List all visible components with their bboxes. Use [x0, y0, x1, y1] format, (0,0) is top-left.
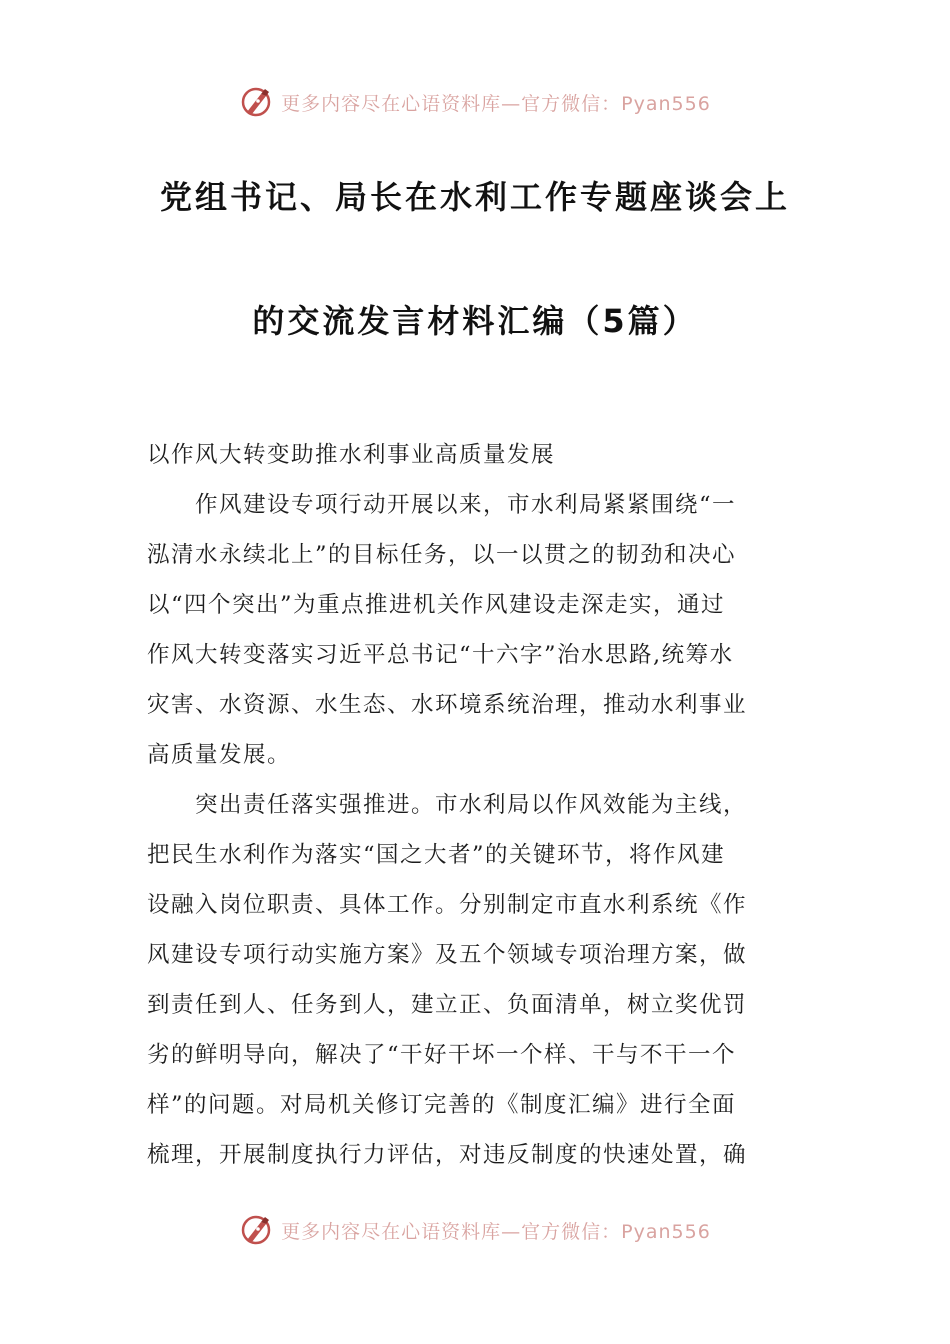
paragraph-1	[147, 480, 807, 780]
watermark-handle-bottom: Pyan556	[621, 1220, 711, 1243]
paragraph-line: 把民生水利作为落实“国之大者”的关键环节，将作风建	[147, 842, 726, 868]
pen-nib-logo-icon	[239, 1212, 275, 1248]
watermark-banner-bottom	[0, 1208, 950, 1252]
watermark-text-bottom: 更多内容尽在心语资料库—官方微信：Pyan556	[281, 1220, 711, 1243]
section-heading: 以作风大转变助推水利事业高质量发展	[147, 442, 556, 468]
paragraph-line: 到责任到人、任务到人，建立正、负面清单，树立奖优罚	[147, 992, 748, 1018]
paragraph-line: 泓清水永续北上”的目标任务，以一以贯之的韧劲和决心	[147, 542, 737, 568]
paragraph-line: 作风大转变落实习近平总书记“十六字”治水思路,统筹水	[147, 642, 734, 668]
paragraph-line: 梳理，开展制度执行力评估，对违反制度的快速处置，确	[147, 1142, 748, 1168]
paragraph-line: 灾害、水资源、水生态、水环境系统治理，推动水利事业	[147, 692, 748, 718]
paragraph-line: 突出责任落实强推进。市水利局以作风效能为主线，	[195, 792, 748, 818]
paragraph-2	[147, 780, 807, 1180]
watermark-banner-top	[0, 80, 950, 124]
document-body	[147, 430, 807, 1180]
paragraph-line: 样”的问题。对局机关修订完善的《制度汇编》进行全面	[147, 1092, 737, 1118]
document-title-line-2: 的交流发言材料汇编（5篇）	[252, 302, 698, 340]
watermark-handle-top: Pyan556	[621, 92, 711, 115]
paragraph-line: 以“四个突出”为重点推进机关作风建设走深走实，通过	[147, 592, 726, 618]
document-title-line-1: 党组书记、局长在水利工作专题座谈会上	[159, 178, 790, 216]
paragraph-line: 劣的鲜明导向，解决了“干好干坏一个样、干与不干一个	[147, 1042, 737, 1068]
watermark-text-top: 更多内容尽在心语资料库—官方微信：Pyan556	[281, 92, 711, 115]
paragraph-line: 高质量发展。	[147, 742, 292, 768]
paragraph-line: 设融入岗位职责、具体工作。分别制定市直水利系统《作	[147, 892, 748, 918]
pen-nib-logo-icon	[239, 84, 275, 120]
paragraph-line: 风建设专项行动实施方案》及五个领域专项治理方案，做	[147, 942, 748, 968]
paragraph-line: 作风建设专项行动开展以来，市水利局紧紧围绕“一	[195, 492, 737, 518]
